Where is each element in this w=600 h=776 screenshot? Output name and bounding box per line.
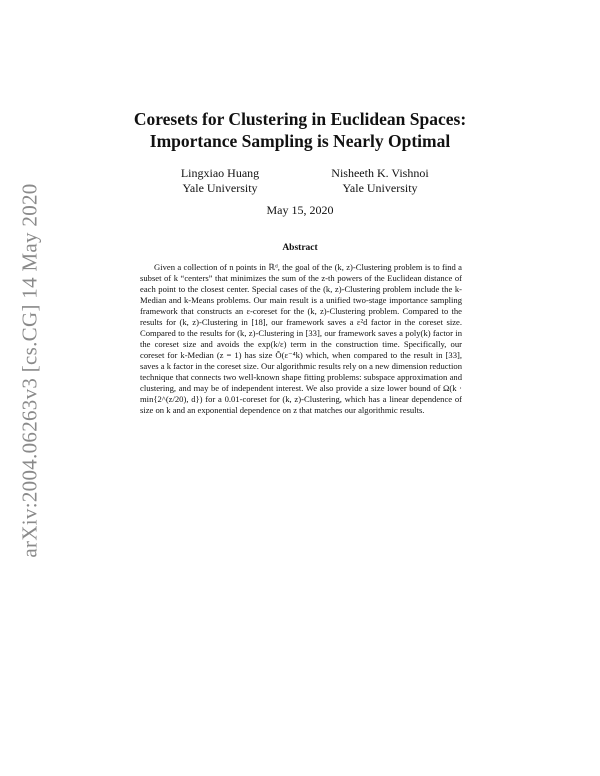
arxiv-identifier-text: arXiv:2004.06263v3 [cs.CG] 14 May 2020 — [17, 182, 42, 558]
author-1-name: Lingxiao Huang — [180, 166, 260, 180]
author-block — [150, 166, 450, 196]
author-2-name: Nisheeth K. Vishnoi — [331, 166, 429, 180]
arxiv-identifier-stamp — [12, 180, 48, 560]
author-2 — [310, 166, 450, 196]
paper-title-line-1: Coresets for Clustering in Euclidean Spaces: — [133, 109, 467, 129]
author-1-affiliation: Yale University — [182, 181, 258, 195]
paper-title-line-2: Importance Sampling is Nearly Optimal — [149, 131, 451, 151]
abstract-body: Given a collection of n points in ℝᵈ, the goal of the (k, z)-Clustering problem is to find a subset of k “centers” that minimizes the sum of the z-th powers of the Euclidean distance of each point to the closest center. Special cases of the (k, z)-Clustering problem include the k-Median and k-Means problems. Our main result is a unified two-stage importance sampling framework that constructs an ε-coreset for the (k, z)-Clustering problem. Compared to the results for (k, z)-Clustering in [18], our framework saves a ε²d factor in the coreset size. Compared to the results for (k, z)-Clustering in [33], our framework saves a poly(k) factor in the coreset size and avoids the exp(k/ε) term in the construction time. Specifically, our coreset for k-Median (z = 1) has size Õ(ε⁻⁴k) which, when compared to the result in [33], saves a k factor in the coreset size. Our algorithmic results rely on a new dimension reduction technique that connects two well-known shape fitting problems: subspace approximation and clustering, and may be of independent interest. We also provide a size lower bound of Ω(k · min{2^(z/20), d}) for a 0.01-coreset for (k, z)-Clustering, which has a linear dependence of size on k and an exponential dependence on z that matches our algorithmic results. — [140, 262, 462, 415]
paper-title — [100, 108, 500, 152]
author-2-affiliation: Yale University — [342, 181, 418, 195]
author-1 — [150, 166, 290, 196]
publication-date: May 15, 2020 — [266, 203, 334, 217]
abstract-heading: Abstract — [282, 243, 318, 253]
